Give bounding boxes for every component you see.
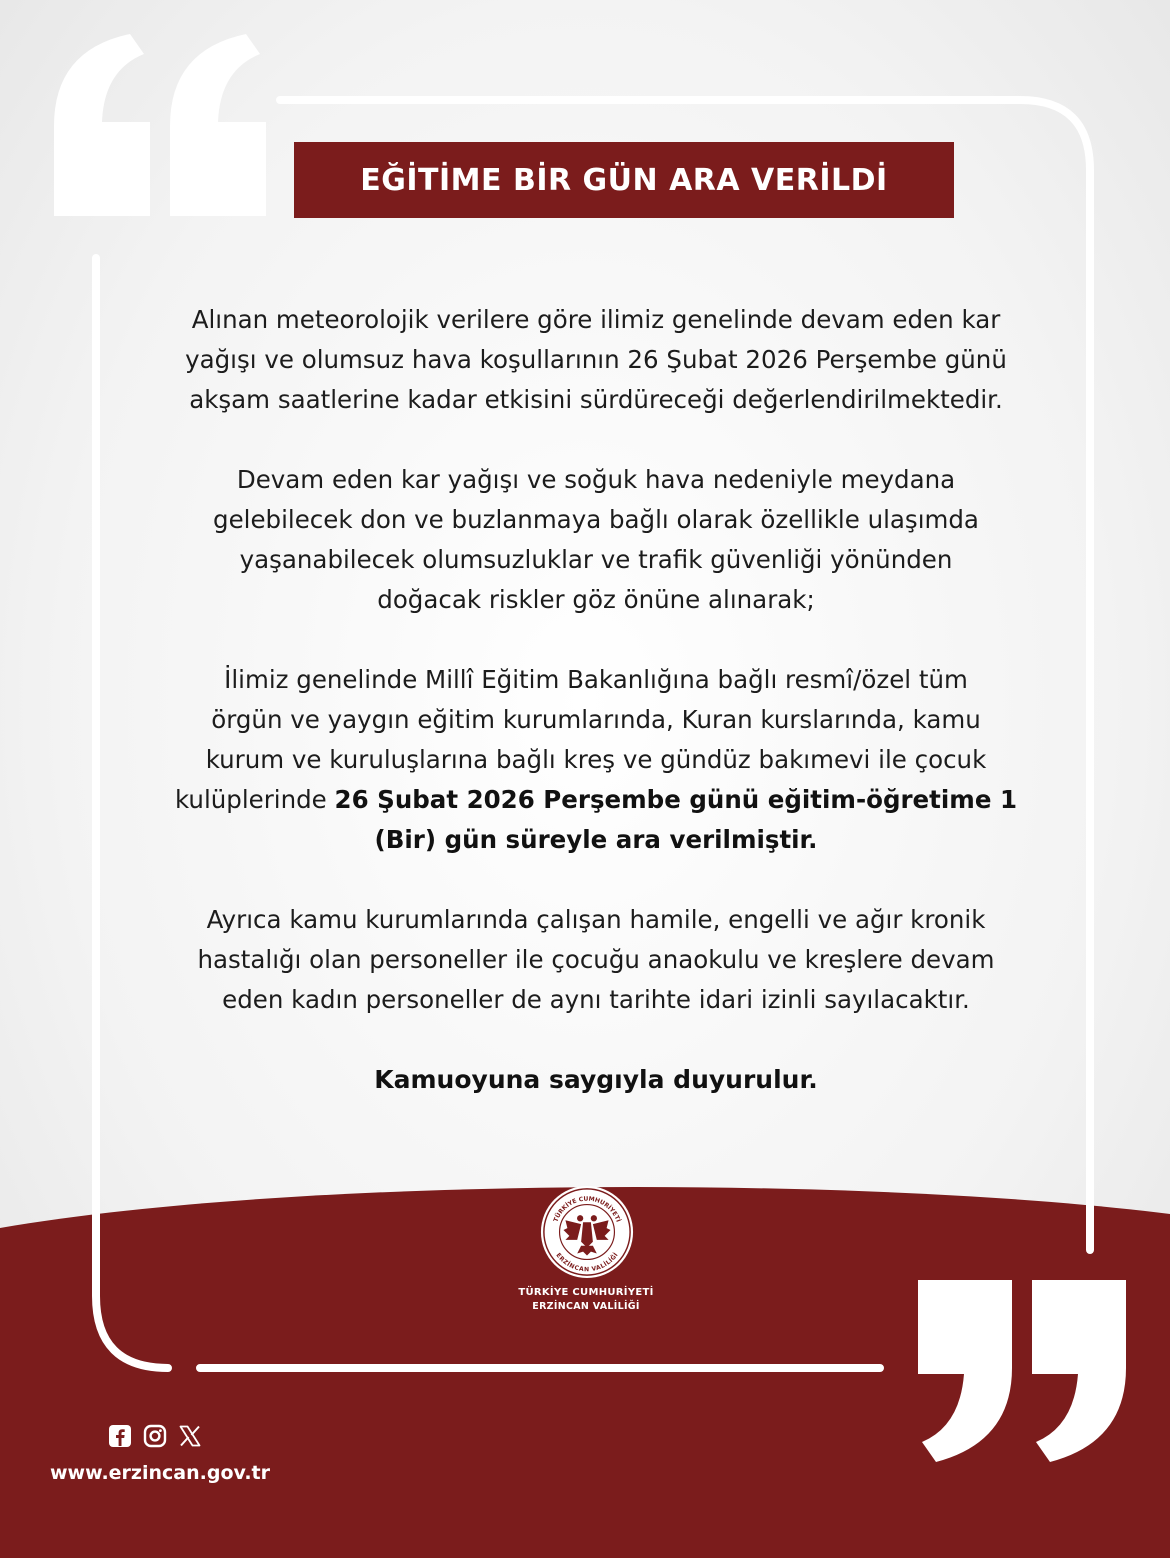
- text-line: gelebilecek don ve buzlanmaya bağlı olarak özellikle ulaşımda: [213, 505, 979, 534]
- facebook-icon[interactable]: [108, 1424, 132, 1448]
- seal-ring-top: TÜRKİYE CUMHURİYETİ: [552, 1195, 622, 1224]
- closing-statement: Kamuoyuna saygıyla duyurulur.: [374, 1065, 818, 1094]
- instagram-icon[interactable]: [143, 1424, 167, 1448]
- seal-caption-line-1: TÜRKİYE CUMHURİYETİ: [518, 1287, 654, 1298]
- text-line: yaşanabilecek olumsuzluklar ve trafik güvenliği yönünden: [239, 545, 953, 574]
- open-quote-icon: [48, 30, 278, 220]
- seal-caption: [486, 1286, 686, 1314]
- close-quote-icon: [908, 1276, 1128, 1466]
- announcement-body: [112, 300, 1080, 1100]
- text-plain: kulüplerinde: [174, 785, 335, 814]
- text-line: yağışı ve olumsuz hava koşullarının 26 Şubat 2026 Perşembe günü: [185, 345, 1007, 374]
- text-line: Devam eden kar yağışı ve soğuk hava nedeniyle meydana: [236, 465, 956, 494]
- text-line: Alınan meteorolojik verilere göre ilimiz genelinde devam eden kar: [191, 305, 1001, 334]
- paragraph-2: [112, 460, 1080, 620]
- seal-ring-bottom: ERZİNCAN VALİLİĞİ: [554, 1251, 620, 1274]
- text-line: doğacak riskler göz önüne alınarak;: [377, 585, 815, 614]
- seal-caption-line-2: ERZİNCAN VALİLİĞİ: [532, 1301, 640, 1312]
- highlight-text: (Bir) gün süreyle ara verilmiştir.: [374, 825, 818, 854]
- paragraph-1: [112, 300, 1080, 420]
- text-line: hastalığı olan personeller ile çocuğu anaokulu ve kreşlere devam: [197, 945, 995, 974]
- text-line: kurum ve kuruluşlarına bağlı kreş ve gündüz bakımevi ile çocuk: [205, 745, 987, 774]
- governorship-seal-icon: [538, 1183, 636, 1281]
- title-banner: [294, 142, 954, 218]
- highlight-text: 26 Şubat 2026 Perşembe günü eğitim-öğretime 1: [334, 785, 1018, 814]
- text-line: eden kadın personeller de aynı tarihte idari izinli sayılacaktır.: [222, 985, 970, 1014]
- text-line: akşam saatlerine kadar etkisini sürdüreceği değerlendirilmektedir.: [189, 385, 1003, 414]
- text-line: Ayrıca kamu kurumlarında çalışan hamile, engelli ve ağır kronik: [206, 905, 986, 934]
- paragraph-3: [112, 660, 1080, 860]
- website-link[interactable]: www.erzincan.gov.tr: [50, 1462, 271, 1484]
- text-line: örgün ve yaygın eğitim kurumlarında, Kuran kurslarında, kamu: [211, 705, 981, 734]
- social-links: [108, 1424, 202, 1448]
- text-line: İlimiz genelinde Millî Eğitim Bakanlığına bağlı resmî/özel tüm: [224, 665, 968, 694]
- text-line-mixed: [112, 780, 1080, 820]
- paragraph-4: [112, 900, 1080, 1020]
- x-icon[interactable]: [178, 1424, 202, 1448]
- page-title: EĞİTİME BİR GÜN ARA VERİLDİ: [360, 162, 888, 198]
